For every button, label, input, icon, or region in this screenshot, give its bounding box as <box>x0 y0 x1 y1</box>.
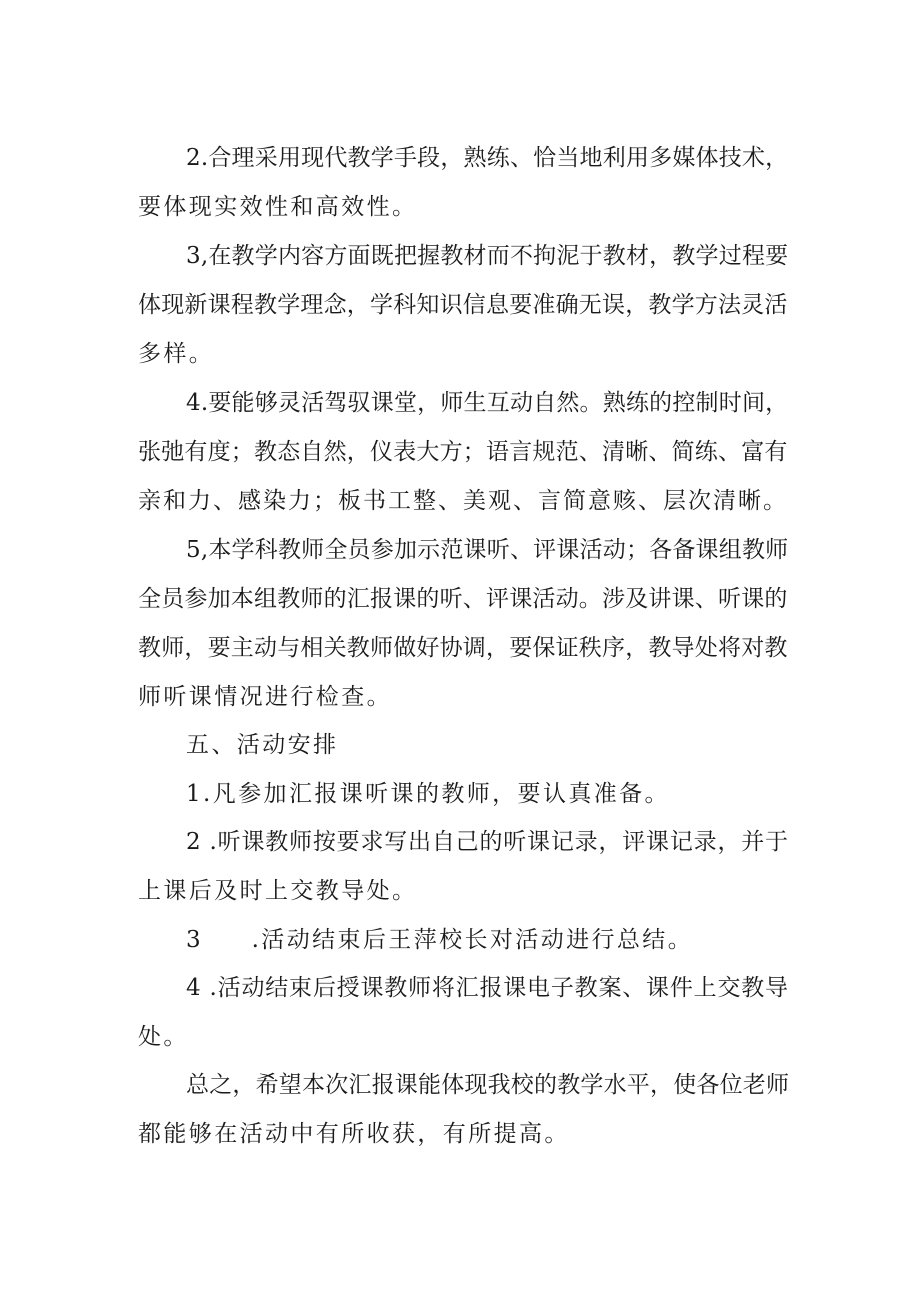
item-3-line-1: 3,在教学内容方面既把握教材而不拘泥于教材，教学过程要 <box>186 243 789 269</box>
arrangement-2-line-2: 上课后及时上交教导处。 <box>138 878 418 904</box>
arrangement-4-line-1: 4 .活动结束后授课教师将汇报课电子教案、课件上交教导 <box>186 975 789 1001</box>
arrangement-4-line-2: 处。 <box>138 1024 189 1050</box>
item-4-line-1: 4.要能够灵活驾驭课堂，师生互动自然。熟练的控制时间， <box>186 390 789 416</box>
item-3-line-2: 体现新课程教学理念，学科知识信息要准确无误，教学方法灵活 <box>138 292 788 318</box>
item-3-line-3: 多样。 <box>138 341 215 367</box>
item-5-line-3: 教师，要主动与相关教师做好协调，要保证秩序，教导处将对教 <box>138 635 788 661</box>
arrangement-1-line-1: 1.凡参加汇报课听课的教师，要认真准备。 <box>186 781 670 807</box>
arrangement-3-line-1: 3 .活动结束后王萍校长对活动进行总结。 <box>186 927 694 953</box>
conclusion-line-1: 总之，希望本次汇报课能体现我校的教学水平，使各位老师 <box>186 1072 790 1098</box>
section-heading: 五、活动安排 <box>186 732 339 758</box>
item-4-line-2: 张弛有度；教态自然，仪表大方；语言规范、清晰、简练、富有 <box>138 439 788 465</box>
item-2-line-1: 2.合理采用现代教学手段，熟练、恰当地利用多媒体技术， <box>186 145 789 171</box>
arrangement-2-line-1: 2 .听课教师按要求写出自己的听课记录，评课记录，并于 <box>186 829 789 855</box>
item-4-line-3: 亲和力、感染力；板书工整、美观、言简意赅、层次清晰。 <box>138 488 788 514</box>
item-2-line-2: 要体现实效性和高效性。 <box>138 194 418 220</box>
item-5-line-4: 师听课情况进行检查。 <box>138 684 392 710</box>
item-5-line-1: 5,本学科教师全员参加示范课听、评课活动；各备课组教师 <box>186 537 789 563</box>
conclusion-line-2: 都能够在活动中有所收获，有所提高。 <box>138 1121 570 1147</box>
item-5-line-2: 全员参加本组教师的汇报课的听、评课活动。涉及讲课、听课的 <box>138 586 788 612</box>
